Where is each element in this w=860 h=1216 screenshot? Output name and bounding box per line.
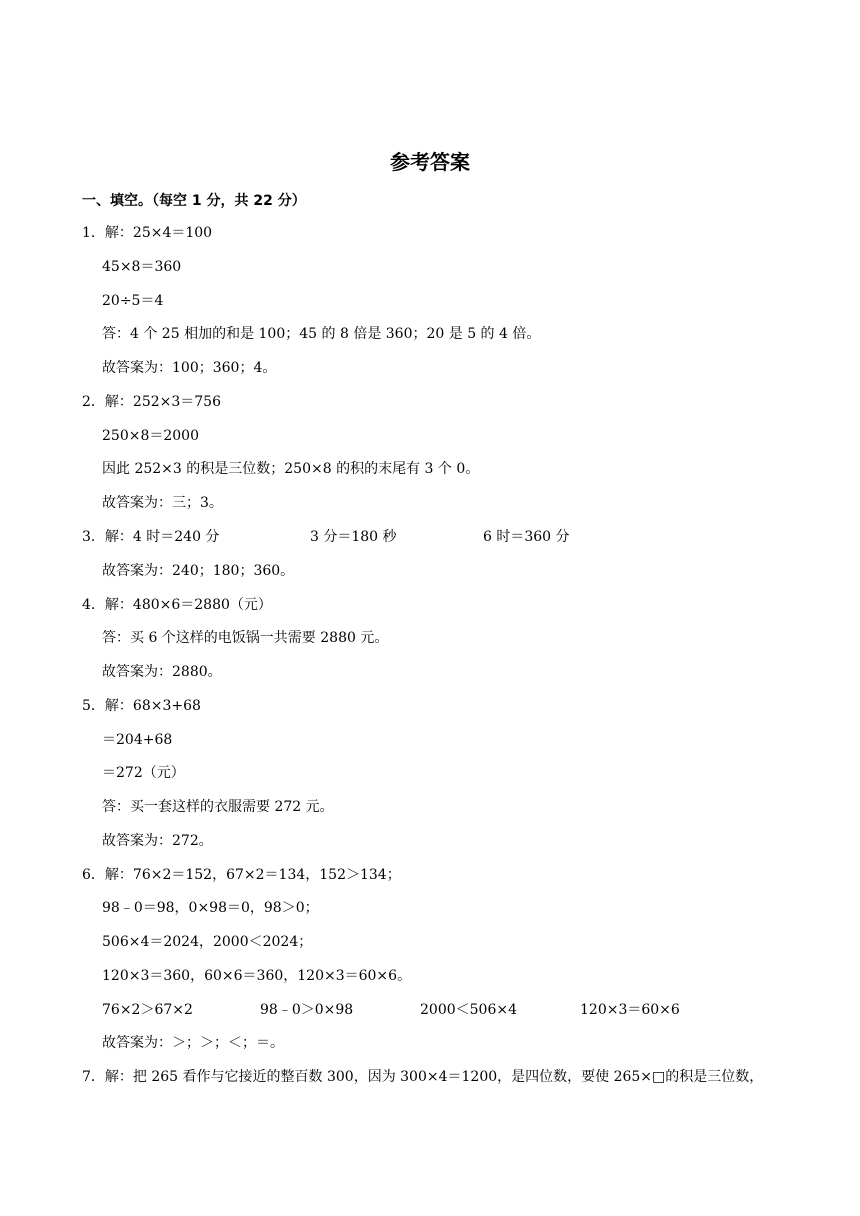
q6-line-1: 6．解：76×2＝152，67×2＝134，152＞134； [82, 867, 401, 883]
q1-line-2: 45×8＝360 [102, 259, 182, 275]
q6-line-2: 98﹣0＝98，0×98＝0，98＞0； [102, 900, 319, 916]
q3-final: 故答案为：240；180；360。 [102, 563, 295, 579]
q6-compare-4: 120×3＝60×6 [580, 1002, 680, 1018]
q6-compare-1: 76×2＞67×2 [102, 1002, 193, 1018]
q2-line-1: 2．解：252×3＝756 [82, 394, 221, 410]
q2-line-3: 因此 252×3 的积是三位数；250×8 的积的末尾有 3 个 0。 [102, 461, 480, 477]
q2-final: 故答案为：三；3。 [102, 495, 223, 511]
q5-final: 故答案为：272。 [102, 833, 213, 849]
q5-line-1: 5．解：68×3+68 [82, 698, 201, 714]
q5-line-2: ＝204+68 [102, 732, 173, 748]
section-heading-fill-in: 一、填空。（每空 1 分，共 22 分） [82, 193, 306, 209]
q1-answer: 答：4 个 25 相加的和是 100；45 的 8 倍是 360；20 是 5 的 4 倍。 [102, 326, 541, 342]
q2-line-2: 250×8＝2000 [102, 428, 199, 444]
q5-line-3: ＝272（元） [102, 765, 185, 781]
q6-line-4: 120×3＝360，60×6＝360，120×3＝60×6。 [102, 968, 412, 984]
q3-line-1: 3．解：4 时＝240 分 [82, 529, 220, 545]
q5-answer: 答：买一套这样的衣服需要 272 元。 [102, 799, 334, 815]
q6-final: 故答案为：＞；＞；＜；＝。 [102, 1035, 284, 1051]
q3-col-3: 6 时＝360 分 [483, 529, 570, 545]
q7-line-1: 7．解：把 265 看作与它接近的整百数 300，因为 300×4＝1200，是四位数，要使 265×□的积是三位数， [82, 1069, 764, 1085]
q3-col-2: 3 分＝180 秒 [310, 529, 397, 545]
q4-answer: 答：买 6 个这样的电饭锅一共需要 2880 元。 [102, 630, 389, 646]
q6-compare-3: 2000＜506×4 [420, 1002, 517, 1018]
q6-compare-2: 98﹣0＞0×98 [260, 1002, 354, 1018]
q1-line-3: 20÷5＝4 [102, 293, 164, 309]
q1-line-1: 1．解：25×4＝100 [82, 225, 213, 241]
q1-final: 故答案为：100；360；4。 [102, 360, 277, 376]
q4-line-1: 4．解：480×6＝2880（元） [82, 597, 272, 613]
page-title: 参考答案 [390, 150, 470, 174]
q4-final: 故答案为：2880。 [102, 664, 222, 680]
q6-line-3: 506×4＝2024，2000＜2024； [102, 934, 313, 950]
